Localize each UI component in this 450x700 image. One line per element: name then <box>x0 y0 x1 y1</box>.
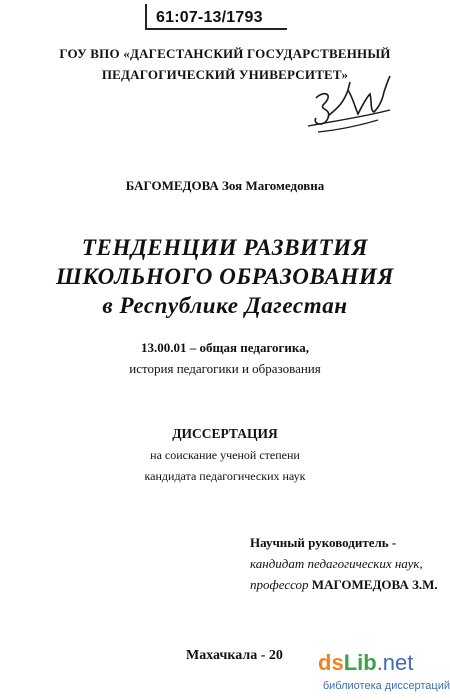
archive-code: 61:07-13/1793 <box>156 9 263 26</box>
title-line-1: ТЕНДЕНЦИИ РАЗВИТИЯ <box>81 235 369 260</box>
author-name: БАГОМЕДОВА Зоя Магомедовна <box>125 178 325 193</box>
specialty-code: 13.00.01 – общая педагогика, <box>141 340 309 355</box>
document-type: ДИССЕРТАЦИЯ <box>172 426 278 441</box>
dslib-watermark <box>318 652 450 700</box>
institution-line-2: ПЕДАГОГИЧЕСКИЙ УНИВЕРСИТЕТ» <box>101 67 349 82</box>
city-year: Махачкала - 20 <box>186 648 283 663</box>
title-line-2: ШКОЛЬНОГО ОБРАЗОВАНИЯ <box>56 264 394 289</box>
dslib-logo: dsLib.net <box>318 650 414 675</box>
supervisor-name-line <box>250 577 438 593</box>
handwritten-signature <box>298 68 398 148</box>
specialty-name: история педагогики и образования <box>129 361 321 376</box>
degree-line-2: кандидата педагогических наук <box>144 469 306 483</box>
supervisor-prefix: профессор <box>250 577 309 592</box>
supervisor-title: кандидат педагогических наук, <box>250 556 423 571</box>
supervisor-name: МАГОМЕДОВА З.М. <box>311 577 438 592</box>
institution-line-1: ГОУ ВПО «ДАГЕСТАНСКИЙ ГОСУДАРСТВЕННЫЙ <box>59 46 391 61</box>
title-line-3: в Республике Дагестан <box>102 293 348 318</box>
dslib-subtitle: библиотека диссертаций <box>322 680 450 692</box>
degree-line-1: на соискание ученой степени <box>150 448 300 462</box>
supervisor-label: Научный руководитель - <box>250 535 397 550</box>
